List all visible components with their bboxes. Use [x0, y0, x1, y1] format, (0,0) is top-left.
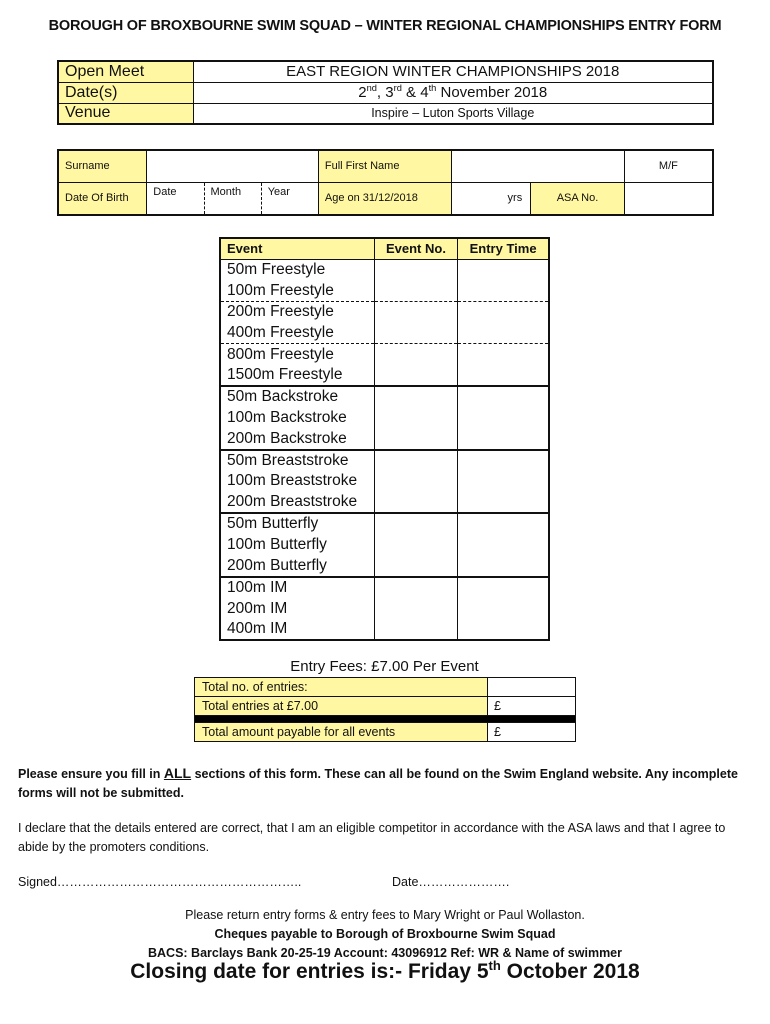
event-no-field[interactable]: [374, 450, 457, 514]
event-no-field[interactable]: [374, 577, 457, 641]
event-name: 400m Freestyle: [220, 323, 374, 344]
event-no-field[interactable]: [374, 513, 457, 577]
total-at-field[interactable]: £: [488, 697, 576, 716]
entry-time-field[interactable]: [458, 344, 549, 386]
personal-details-table: [57, 149, 714, 216]
age-field[interactable]: yrs: [451, 182, 531, 215]
entry-time-field[interactable]: [458, 259, 549, 301]
venue-value: Inspire – Luton Sports Village: [193, 103, 713, 124]
first-name-label: Full First Name: [318, 150, 451, 182]
first-name-field[interactable]: [451, 150, 624, 182]
surname-field[interactable]: [147, 150, 319, 182]
events-body: [220, 259, 549, 640]
event-name: 100m Freestyle: [220, 280, 374, 301]
total-entries-label: Total no. of entries:: [195, 678, 488, 697]
table-row: [220, 259, 549, 280]
table-row: [220, 301, 549, 322]
event-name: 200m IM: [220, 598, 374, 619]
declaration-text: I declare that the details entered are correct, that I am an eligible competitor in accordance with the ASA laws and that I agree to abide by the promoters conditions.: [18, 821, 726, 854]
event-header: Event: [220, 238, 374, 259]
surname-label: Surname: [58, 150, 147, 182]
event-no-header: Event No.: [374, 238, 457, 259]
events-table: [219, 237, 550, 641]
cheques-payable: Cheques payable to Borough of Broxbourne Swim Squad: [214, 927, 556, 941]
bacs-details: BACS: Barclays Bank 20-25-19 Account: 43096912 Ref: WR & Name of swimmer: [147, 946, 623, 960]
dates-label: Date(s): [58, 82, 193, 103]
dob-year-label: Year: [261, 183, 318, 214]
ensure-note: Please ensure you fill in ALL sections of this form. These can all be found on the Swim England website. Any incomplete forms will not be submitted.: [18, 765, 738, 800]
open-meet-value: EAST REGION WINTER CHAMPIONSHIPS 2018: [193, 61, 713, 82]
totals-table: [194, 677, 576, 742]
dob-month-label: Month: [204, 183, 261, 214]
closing-date: Closing date for entries is:- Friday 5th October 2018: [130, 958, 640, 983]
event-no-field[interactable]: [374, 344, 457, 386]
gender-field[interactable]: M/F: [624, 150, 713, 182]
total-payable-field[interactable]: £: [488, 723, 576, 742]
entry-time-field[interactable]: [458, 301, 549, 343]
signed-line[interactable]: Signed…………………………………………………..: [18, 875, 302, 889]
event-name: 100m Backstroke: [220, 407, 374, 428]
event-name: 200m Backstroke: [220, 429, 374, 450]
event-name: 200m Breaststroke: [220, 492, 374, 513]
event-name: 400m IM: [220, 619, 374, 640]
event-name: 200m Butterfly: [220, 556, 374, 577]
event-name: 50m Breaststroke: [220, 450, 374, 471]
event-no-field[interactable]: [374, 386, 457, 450]
entry-time-field[interactable]: [458, 513, 549, 577]
event-name: 50m Freestyle: [220, 259, 374, 280]
dates-value: 2nd, 3rd & 4th November 2018: [193, 82, 713, 103]
event-no-field[interactable]: [374, 301, 457, 343]
date-line[interactable]: Date………………….: [392, 875, 510, 889]
age-label: Age on 31/12/2018: [318, 182, 451, 215]
table-row: [220, 450, 549, 471]
entry-time-field[interactable]: [458, 577, 549, 641]
form-title: BOROUGH OF BROXBOURNE SWIM SQUAD – WINTER REGIONAL CHAMPIONSHIPS ENTRY FORM: [48, 18, 722, 34]
event-name: 200m Freestyle: [220, 301, 374, 322]
asa-field[interactable]: [624, 182, 713, 215]
return-instructions: Please return entry forms & entry fees to Mary Wright or Paul Wollaston.: [185, 908, 585, 922]
entry-time-field[interactable]: [458, 386, 549, 450]
separator-bar: [195, 716, 576, 723]
dob-label: Date Of Birth: [58, 182, 147, 215]
total-at-label: Total entries at £7.00: [195, 697, 488, 716]
dob-date-label: Date: [153, 185, 177, 198]
open-meet-label: Open Meet: [58, 61, 193, 82]
event-name: 800m Freestyle: [220, 344, 374, 365]
entry-time-header: Entry Time: [458, 238, 549, 259]
meet-info-table: [57, 60, 714, 125]
event-name: 50m Backstroke: [220, 386, 374, 407]
entry-fees-heading: Entry Fees: £7.00 Per Event: [290, 658, 479, 675]
event-name: 1500m Freestyle: [220, 365, 374, 386]
table-row: [220, 386, 549, 407]
asa-label: ASA No.: [531, 182, 625, 215]
table-row: [220, 577, 549, 598]
event-no-field[interactable]: [374, 259, 457, 301]
total-payable-label: Total amount payable for all events: [195, 723, 488, 742]
total-entries-field[interactable]: [488, 678, 576, 697]
event-name: 100m IM: [220, 577, 374, 598]
table-row: [220, 344, 549, 365]
dob-field[interactable]: [147, 182, 319, 215]
event-name: 100m Breaststroke: [220, 471, 374, 492]
entry-time-field[interactable]: [458, 450, 549, 514]
event-name: 100m Butterfly: [220, 534, 374, 555]
event-name: 50m Butterfly: [220, 513, 374, 534]
venue-label: Venue: [58, 103, 193, 124]
table-row: [220, 513, 549, 534]
